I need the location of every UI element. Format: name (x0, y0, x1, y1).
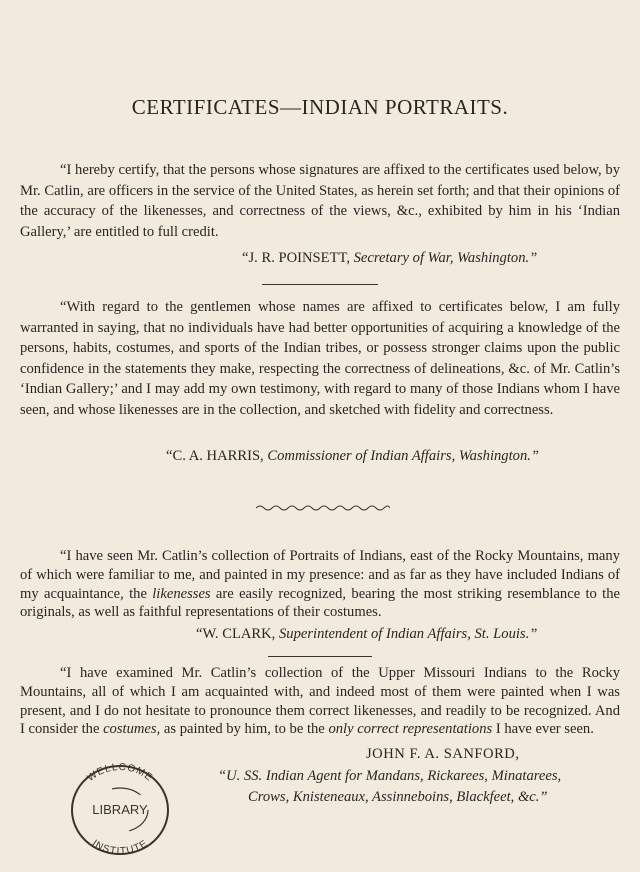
certificate-poinsett-text: “I hereby certify, that the persons whose signatures are affixed to the certificates used below, by Mr. Catlin, are officers in the service of the United States, as herein set forth; and that their opinions of the accuracy of the likenesses, and correctness of the views, &c., exhibited by him in his ‘Indian Gallery,’ are entitled to full credit. (20, 162, 620, 240)
certificate-poinsett-signature (242, 248, 537, 268)
stamp-bottom-text: INSTITUTE (89, 837, 151, 858)
page-title: CERTIFICATES—INDIAN PORTRAITS. (131, 95, 509, 119)
emphasis-run: only correct representations (328, 721, 493, 738)
certificate-sanford-text (20, 664, 620, 739)
certificate-clark-signature (196, 624, 537, 644)
office-line: Crows, Knisteneaux, Assinneboins, Blackfeet, &c.” (248, 788, 548, 805)
stamp-top-text: WELLCOME (85, 761, 155, 784)
certificate-clark-text (20, 547, 620, 622)
wellcome-library-stamp (64, 758, 176, 858)
divider-rule (262, 284, 378, 285)
signatory-name: “C. A. HARRIS, (166, 448, 264, 464)
svg-text:INSTITUTE (90, 838, 150, 857)
certificate-harris-text: “With regard to the gentlemen whose names are affixed to certificates below, I am fully warranted in saying, that no individuals have had better opportunities of acquiring a knowledge of the persons, habits, costumes, and sports of the Indian tribes, or possess stronger claims upon the public confidence in the statements they make, respecting the correctness of delineations, &c. of Mr. Catlin’s ‘Indian Gallery;’ and I may add my own testimony, with regard to many of those Indians whom I have seen, and whose likenesses are in the collection, and sketched with fidelity and correctness. (20, 299, 620, 418)
office-line: “U. SS. Indian Agent for Mandans, Rickarees, Minatarees, (218, 768, 562, 784)
stamp-middle-text: LIBRARY (92, 802, 148, 817)
text-run: “I have examined Mr. Catlin’s collection of the Upper Missouri Indians to the Rocky Mountains, all of which I am acquainted with, and indeed most of them were painted when I was present, and I do not hesitate to pronounce them correct likenesses, and readily to be recognized. And I consider the (20, 665, 620, 738)
emphasis-run: costumes, (103, 721, 161, 738)
ornamental-divider (256, 503, 390, 513)
signatory-name: “W. CLARK, (196, 626, 276, 642)
signatory-office: Superintendent of Indian Affairs, St. Louis.” (278, 626, 538, 642)
text-run: “I have seen Mr. Catlin’s collection of Portraits of Indians, east of the Rocky Mountains, many of which were familiar to me, and painted in my presence: and as far as they have included Indians of my acquaintance, the (20, 548, 620, 602)
divider-rule (268, 656, 372, 657)
signatory-name: “J. R. POINSETT, (242, 250, 350, 266)
text-run: are easily recognized, bearing the most striking resemblance to the originals, as well as faithful representations of their costumes. (20, 585, 620, 621)
svg-text:WELLCOME (85, 762, 154, 784)
emphasis-run: likenesses (152, 585, 211, 602)
signatory-office: Secretary of War, Washington.” (353, 250, 538, 266)
text-run: as painted by him, to be the (160, 721, 329, 738)
certificate-sanford-name: JOHN F. A. SANFORD, (366, 746, 520, 762)
certificate-sanford-office (218, 766, 618, 807)
signatory-office: Commissioner of Indian Affairs, Washington.” (267, 448, 540, 464)
certificate-harris-signature (166, 446, 539, 466)
text-run: I have ever seen. (492, 721, 594, 738)
